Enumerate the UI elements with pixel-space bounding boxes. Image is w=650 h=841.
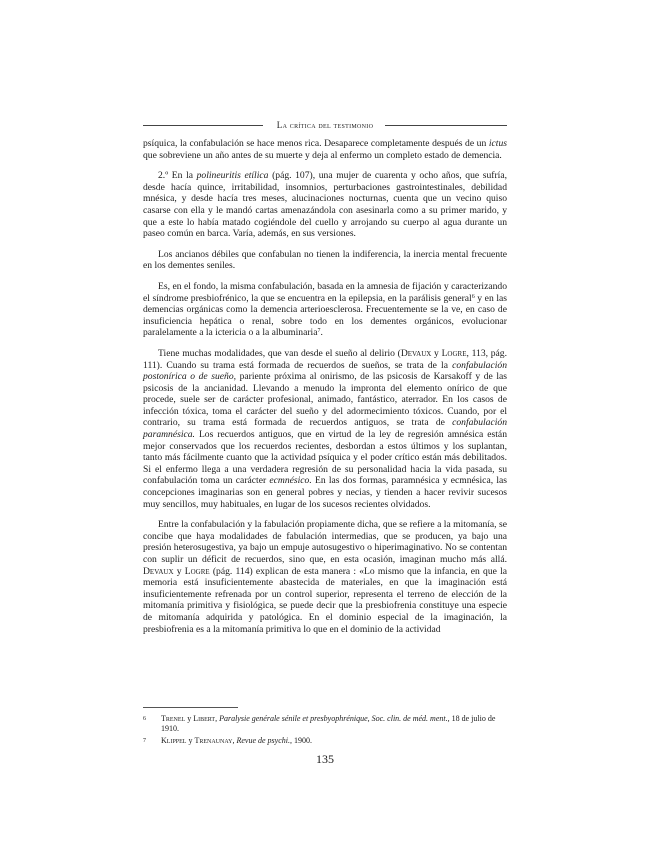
footnotes [143, 714, 507, 748]
text-span: pariente próxima al onirismo, de las psicosis de Karsakoff y de las psicosis de la ancianidad. Llevando a menudo la impronta del elemento onírico de que procede, suele ser de carácter profesional, animado, fantástico, aterrador. En los casos de infección tóxica, toma el carácter del sueño y del adormecimiento tóxicos. Cuando, por el contrario, su trama está formada de recuerdos antiguos, se trata de [143, 371, 507, 429]
running-header [143, 118, 507, 132]
running-header-title [143, 118, 507, 132]
author-name: Devaux [400, 347, 432, 359]
text-span: y [173, 565, 185, 577]
text-span: , 1900. [290, 736, 312, 745]
text-span: y [431, 347, 442, 359]
text-span: y [186, 736, 195, 745]
text-span: En las dos formas, paramnésica y ecmnésica, las concepciones imaginarias son en general pobres y necias, y tienden a hacer revivir sucesos muy sencillos, muy habituales, en lugar de los sucesos recientes olvidados. [143, 475, 507, 510]
text-span: . [320, 327, 323, 339]
text-span: Los recuerdos antiguos, que en virtud de la ley de regresión amnésica están mejor conservados que los recuerdos recientes, desbordan a estos últimos y los suplantan, tanto más fácilmente cuanto que la actividad psíquica y el poder crítico están más debilitados. Si el enfermo llega a una verdadera regresión de su personalidad hacia la vida pasada, su confabulación toma un carácter [143, 429, 507, 487]
text-span: y en las demencias orgánicas como la demencia arterioesclerosa. Frecuentemente se la ve, en caso de insuficiencia hepática o renal, sobre todo en los dementes orgánicos, evolucionar paralelamente a la ictericia o a la albuminaria [143, 292, 507, 339]
footnote-ref: 6 [471, 293, 475, 300]
footnote-number: 6 [143, 716, 146, 722]
text-span: (pág. 107), una mujer de cuarenta y ocho años, que sufría, desde hacía quince, irritabilidad, insomnios, perturbaciones gastrointestinales, debilidad mnésica, y desde hacía tres meses, alucinaciones nocturnas, cuenta que un vecino quiso casarse con ella y le mandó cartas amenazándola con asesinarla como a su primer marido, y que a este lo había matado cogiéndole del cuello y arrojando su cuerpo al agua durante un paseo común en barca. Varía, además, en sus versiones. [143, 170, 507, 240]
running-header-text: La crítica del testimonio [276, 120, 374, 130]
footnote [143, 736, 507, 746]
italic-span: ictus [488, 138, 507, 149]
footnote [143, 714, 507, 734]
page-number: 135 [316, 752, 334, 766]
paragraph [143, 519, 507, 635]
italic-span: Revue de psychi. [236, 736, 290, 745]
italic-span: confabulación paramnésica. [143, 417, 507, 441]
italic-span: confabulación postonírica o de sueño, [143, 359, 507, 383]
italic-span: polineuritis etílica [196, 170, 269, 182]
author-name: Trenel [161, 714, 186, 723]
text-span: 2.º En la [158, 170, 197, 182]
footnote-ref: 7 [317, 328, 321, 335]
footnote-rule [143, 707, 238, 708]
text-span: 18 de julio de 1910. [161, 714, 496, 733]
text-span: (pág. 114) explican de esta manera : «Lo mismo que la infancia, en que la memoria está insuficientemente abastecida de materiales, en que la imaginación está insuficientemente refrenada por un control superior, representa el terreno de elección de la mitomanía primitiva y fisiológica, se puede decir que la presbiofrenia constituye una especie de mitomanía adquirida y patológica. En el dominio especial de la imaginación, la presbiofrenia es a la mitomanía primitiva lo que en el dominio de la actividad [143, 565, 508, 635]
italic-span: ecmnésico. [269, 475, 312, 487]
paragraph [143, 348, 507, 510]
author-name: Libert [193, 714, 216, 723]
text-span: Los ancianos débiles que confabulan no tienen la indiferencia, la inercia mental frecuente en los dementes seniles. [143, 248, 507, 272]
text-span: , 113, pág. 111). Cuando su trama está formada de recuerdos de sueños, se trata de la [143, 347, 507, 371]
paragraph [143, 249, 507, 272]
paragraph [143, 138, 507, 161]
author-name: Logre [441, 347, 467, 359]
body-text [143, 138, 507, 644]
text-span: que sobreviene un año antes de su muerte y deja al enfermo un completo estado de demencia. [143, 149, 502, 161]
text-span: Entre la confabulación y la fabulación propiamente dicha, que se refiere a la mitomanía, se concibe que haya modalidades de fabulación intermedias, que se producen, ya bajo una presión heterosugestiva, ya bajo un empuje autosugestivo o hiperimaginativo. No se contentan con suplir un déficit de recuerdos, sino que, en esta ocasión, imaginan mucho más allá. [143, 519, 507, 565]
text-span: Tiene muchas modalidades, que van desde el sueño al delirio ( [158, 347, 401, 359]
text-span: , [215, 714, 220, 723]
paragraph [143, 170, 507, 240]
footnote-number: 7 [143, 738, 146, 744]
text-span: y [185, 714, 194, 723]
paragraph [143, 281, 507, 339]
author-name: Trenaunay [194, 736, 233, 745]
author-name: Devaux [143, 565, 174, 577]
author-name: Logre [184, 565, 210, 577]
text-span: Es, en el fondo, la misma confabulación, basada en la amnesia de fijación y caracterizando el síndrome presbiofrénico, la que se encuentra en la epilepsia, en la parálisis general [143, 280, 507, 304]
text-span: , [232, 736, 237, 745]
author-name: Klippel [161, 736, 187, 745]
text-span: psíquica, la confabulación se hace menos rica. Desaparece completamente después de un [143, 138, 489, 149]
italic-span: Paralysie genérale sénile et presbyophrénique, Soc. clin. de méd. ment., [219, 714, 450, 723]
